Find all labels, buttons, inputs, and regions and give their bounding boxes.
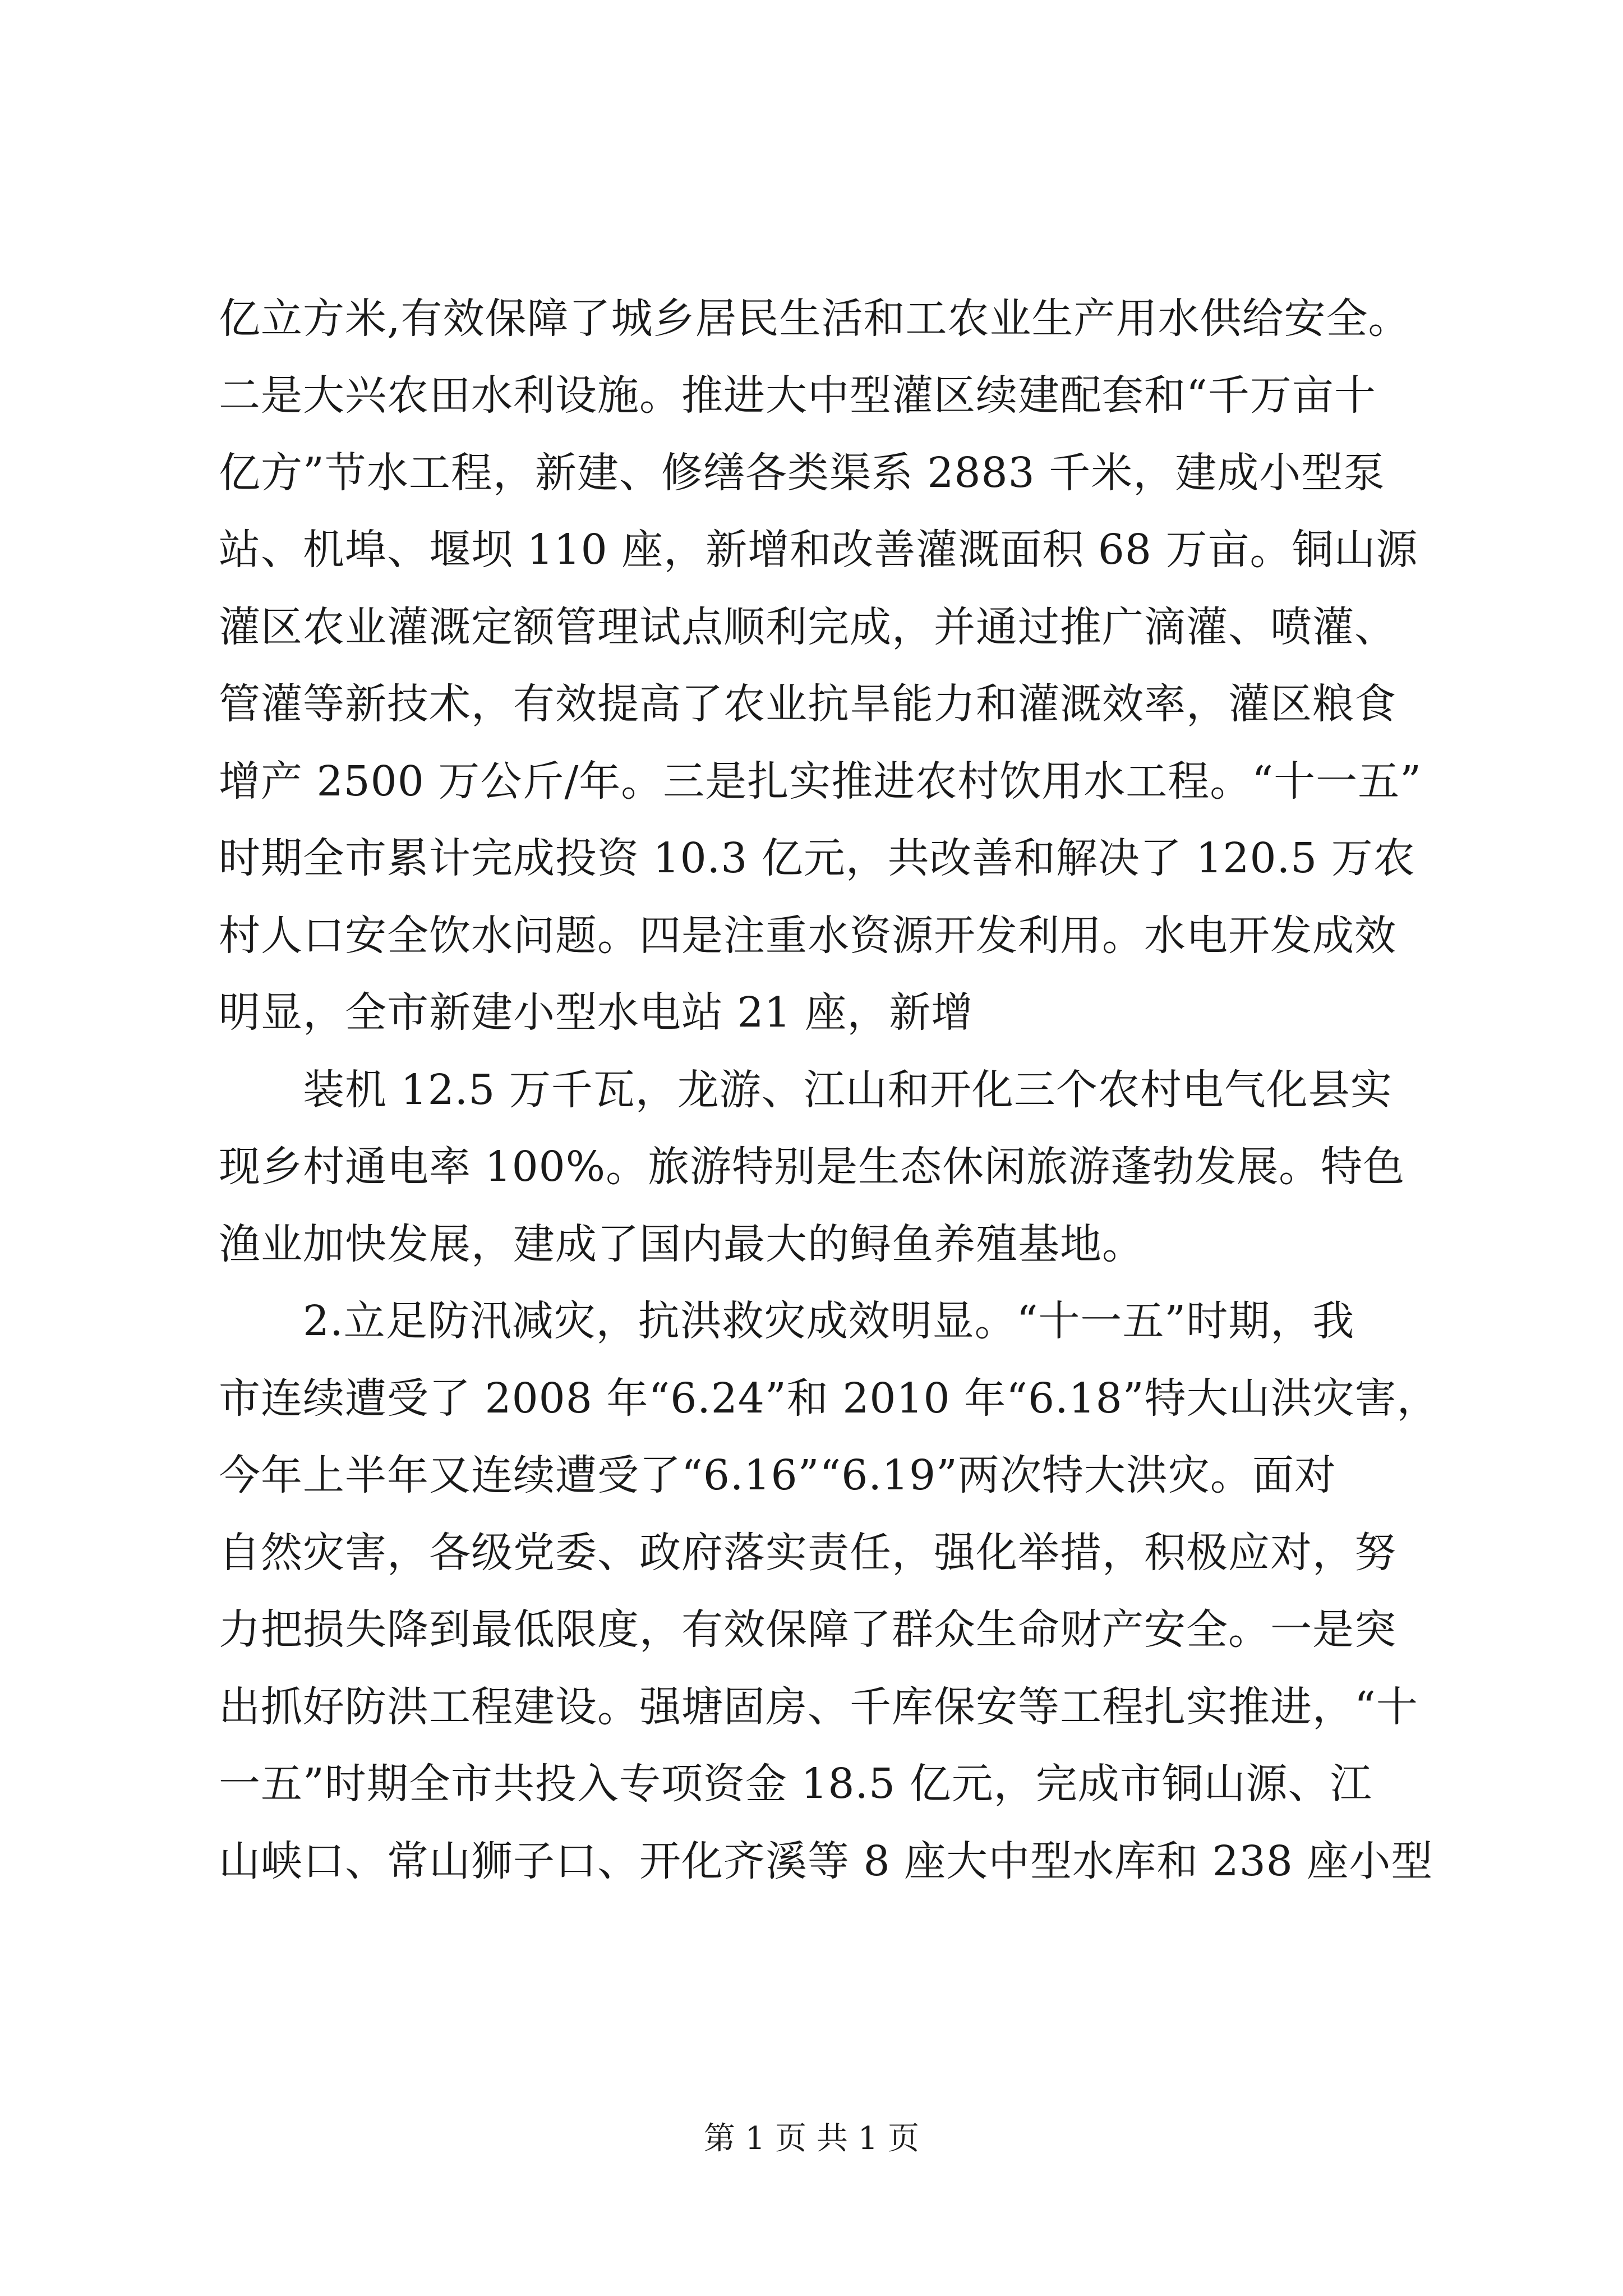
text-line-3: 亿方”节水工程，新建、修缮各类渠系 2883 千米，建成小型泵 (219, 449, 1386, 497)
text-line-16: 今年上半年又连续遭受了“6.16”“6.19”两次特大洪灾。面对 (219, 1451, 1336, 1499)
text-line-20: 一五”时期全市共投入专项资金 18.5 亿元，完成市铜山源、江 (219, 1760, 1372, 1808)
text-line-2: 二是大兴农田水利设施。推进大中型灌区续建配套和“千万亩十 (219, 371, 1376, 420)
text-line-18: 力把损失降到最低限度，有效保障了群众生命财产安全。一是突 (219, 1605, 1396, 1654)
text-line-17: 自然灾害，各级党委、政府落实责任，强化举措，积极应对，努 (219, 1529, 1396, 1577)
text-line-15: 市连续遭受了 2008 年“6.24”和 2010 年“6.18”特大山洪灾害， (219, 1374, 1439, 1423)
text-line-4: 站、机埠、堰坝 110 座，新增和改善灌溉面积 68 万亩。铜山源 (219, 526, 1418, 574)
text-line-21: 山峡口、常山狮子口、开化齐溪等 8 座大中型水库和 238 座小型 (219, 1837, 1433, 1885)
text-line-8: 时期全市累计完成投资 10.3 亿元，共改善和解决了 120.5 万农 (219, 834, 1415, 882)
text-line-10: 明显，全市新建小型水电站 21 座，新增 (219, 988, 974, 1037)
text-line-9: 村人口安全饮水问题。四是注重水资源开发利用。水电开发成效 (219, 912, 1396, 960)
text-line-13: 渔业加快发展，建成了国内最大的鲟鱼养殖基地。 (219, 1220, 1144, 1268)
section-heading-line: 2.立足防汛减灾，抗洪救灾成效明显。“十一五”时期，我 (303, 1297, 1355, 1345)
text-line-1: 亿立方米,有效保障了城乡居民生活和工农业生产用水供给安全。 (219, 295, 1410, 343)
text-line-6: 管灌等新技术，有效提高了农业抗旱能力和灌溉效率，灌区粮食 (219, 680, 1396, 728)
text-line-12: 现乡村通电率 100%。旅游特别是生态休闲旅游蓬勃发展。特色 (219, 1143, 1405, 1191)
text-line-19: 出抓好防洪工程建设。强塘固房、千库保安等工程扎实推进，“十 (219, 1683, 1418, 1731)
page-number-footer: 第 1 页 共 1 页 (703, 2120, 920, 2157)
text-line-5: 灌区农业灌溉定额管理试点顺利完成，并通过推广滴灌、喷灌、 (219, 603, 1396, 651)
text-line-7: 增产 2500 万公斤/年。三是扎实推进农村饮用水工程。“十一五” (219, 757, 1422, 806)
paragraph-first-line: 装机 12.5 万千瓦，龙游、江山和开化三个农村电气化县实 (303, 1066, 1393, 1114)
